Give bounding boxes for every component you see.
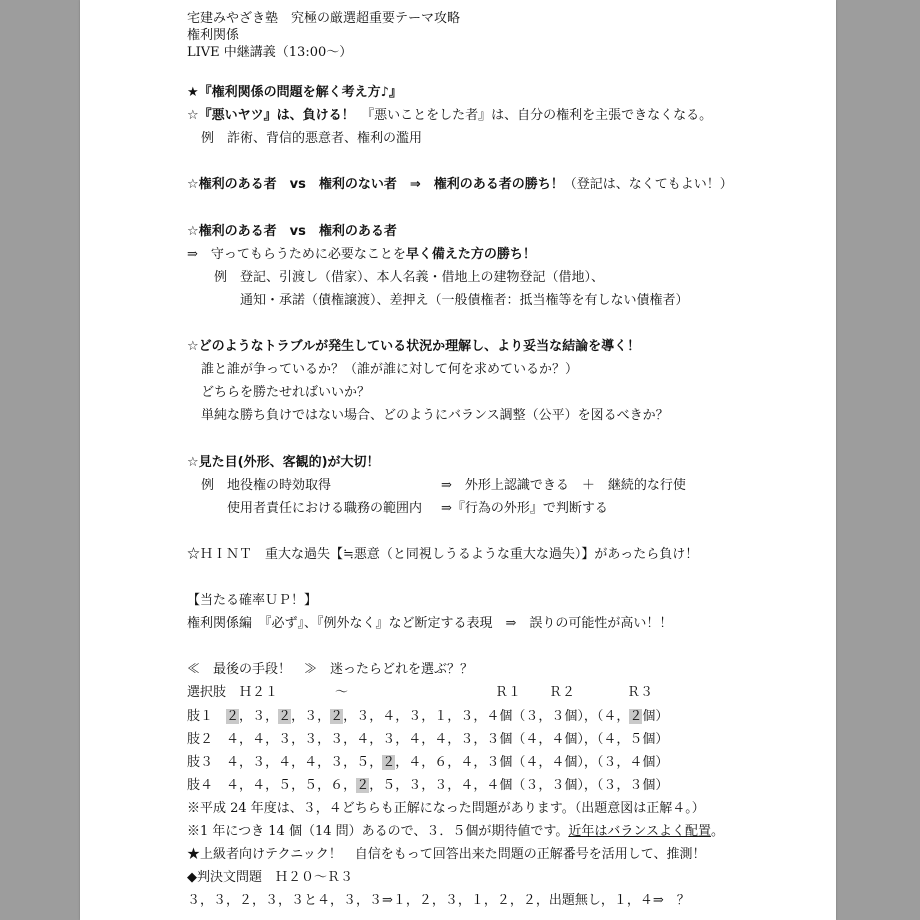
answer-cell: ３: [434, 777, 448, 793]
right-vs-none-note: （登記は、なくてもよい！）: [563, 177, 733, 193]
answer-cell: ２: [330, 708, 344, 724]
answer-cell: ４: [460, 777, 474, 793]
answer-cell: ４: [356, 731, 370, 747]
right-vs-right-rule: [187, 243, 827, 266]
note-judgment-title: ◆判決文問題 Ｈ２０～Ｒ３: [187, 870, 353, 886]
answer-summary: （４，: [596, 708, 630, 724]
bad-guy-text: 『悪いことをした者』は、自分の権利を主張できなくなる。: [354, 108, 713, 124]
answer-cell: １: [434, 708, 448, 724]
answer-row: 肢２ ４，４，３，３，３，４，３，４，４，３，３個（４，４個），（４，５個）: [187, 731, 669, 747]
answer-row-label: 肢４: [187, 777, 214, 793]
trouble-question-1: 誰と誰が争っているか？（誰が誰に対して何を求めているか？）: [201, 362, 579, 378]
answer-cell: ５: [278, 777, 292, 793]
answer-cell: ３: [330, 731, 344, 747]
section-right-vs-none: [187, 173, 827, 196]
appearance-row-2-right: ⇒『行為の外形』で判断する: [441, 500, 608, 516]
right-vs-right-example-1: 例 登記、引渡し（借家）、本人名義・借地上の建物登記（借地）、: [214, 269, 605, 285]
section-thinking-title: ★『権利関係の問題を解く考え方♪』: [187, 85, 402, 100]
answer-summary: （３，３個）: [512, 708, 584, 724]
answer-header-r3: Ｒ３: [627, 685, 654, 701]
answer-cell: ４: [408, 731, 422, 747]
answer-cell: ３: [304, 708, 318, 724]
answer-cell: ３: [460, 731, 474, 747]
answer-summary: （４，４個）: [512, 731, 584, 747]
header-subject: 権利関係: [187, 28, 240, 43]
answer-summary: （３，: [596, 754, 630, 770]
answer-row: 肢４ ４，４，５，５，６，２，５，３，３，４，４個（３，３個），（３，３個）: [187, 777, 669, 793]
answer-cell: ５: [382, 777, 396, 793]
answer-cell: ４: [252, 777, 266, 793]
answer-summary: ４個: [486, 777, 513, 793]
answer-summary: ５: [629, 731, 643, 747]
answer-cell: ２: [382, 754, 396, 770]
answer-summary: 個）: [642, 731, 669, 747]
document-content: [187, 10, 827, 912]
document-header: [187, 10, 827, 61]
right-vs-right-rule-text: ⇒ 守ってもらうために必要なことを: [187, 246, 406, 262]
answer-cell: ４: [382, 708, 396, 724]
answer-cell: ４: [408, 754, 422, 770]
appearance-row-2: [187, 497, 827, 520]
probability-title: 【当たる確率ＵＰ！】: [187, 593, 318, 609]
answer-row-label: 肢３: [187, 754, 214, 770]
bad-guy-example: 例 詐術、背信的悪意者、権利の濫用: [201, 131, 423, 147]
note-expectation-end: 。: [710, 824, 724, 839]
appearance-row-1-right: ⇒ 外形上認識できる ＋ 継続的な行使: [441, 477, 686, 493]
answer-summary: ３個: [486, 731, 513, 747]
note-expectation-text: ※1 年につき 14 個（14 問）あるので、３．５個が期待値です。: [187, 824, 569, 839]
answer-cell: ４: [434, 731, 448, 747]
answer-header-label: 選択肢 Ｈ２１: [187, 685, 279, 701]
header-live-info: LIVE 中継講義（13:00～）: [187, 45, 353, 60]
hint-line: ☆ＨＩＮＴ 重大な過失【≒悪意（と同視しうるような重大な過失）】があったら負け！: [187, 546, 699, 562]
answer-summary: ３: [629, 777, 643, 793]
answer-row: 肢３ ４，３，４，４，３，５，２，４，６，４，３個（４，４個），（３，４個）: [187, 754, 669, 770]
answer-cell: ３: [408, 777, 422, 793]
document-page: [80, 0, 836, 920]
note-expectation: [187, 820, 827, 843]
answer-table-header: [187, 681, 827, 704]
answer-cell: ５: [304, 777, 318, 793]
section-bad-guy-line: [187, 104, 827, 127]
answer-summary: ４個: [486, 708, 513, 724]
answer-header-r2: Ｒ２: [549, 685, 576, 701]
answer-row-label: 肢１: [187, 708, 214, 724]
probability-line: 権利関係編 『必ず』、『例外なく』など断定する表現 ⇒ 誤りの可能性が高い！！: [187, 616, 673, 632]
note-h24: ※平成 24 年度は、３，４どちらも正解になった問題があります。（出題意図は正解４。）: [187, 800, 705, 816]
answer-summary: 個）: [642, 754, 669, 770]
answer-cell: ５: [356, 754, 370, 770]
answer-summary: 個）: [642, 777, 669, 793]
answer-summary: ３個: [486, 754, 513, 770]
note-expectation-underlined: 近年はバランスよく配置: [568, 824, 711, 839]
answer-summary: 個）: [642, 708, 669, 724]
last-resort-title: ≪ 最後の手段！ ≫ 迷ったらどれを選ぶ？？: [187, 662, 474, 678]
answer-cell: ３: [278, 731, 292, 747]
right-vs-none-heading: ☆権利のある者 vs 権利のない者 ⇒ 権利のある者の勝ち！: [187, 177, 564, 193]
answer-row-label: 肢２: [187, 731, 214, 747]
answer-header-tilde: ～: [335, 685, 349, 701]
answer-cell: ４: [226, 754, 240, 770]
answer-cell: ６: [330, 777, 344, 793]
appearance-row-1-left: 例 地役権の時効取得: [201, 477, 332, 493]
answer-summary: ２: [629, 708, 643, 724]
answer-cell: ３: [304, 731, 318, 747]
appearance-row-1: [187, 474, 827, 497]
trouble-question-3: 単純な勝ち負けではない場合、どのようにバランス調整（公平）を図るべきか？: [201, 408, 669, 424]
answer-cell: ３: [356, 708, 370, 724]
answer-cell: ３: [252, 708, 266, 724]
answer-cell: ２: [226, 708, 240, 724]
answer-row: 肢１ ２，３，２，３，２，３，４，３，１，３，４個（３，３個），（４，２個）: [187, 708, 669, 724]
answer-header-r1: Ｒ１: [495, 685, 522, 701]
answer-table: [187, 705, 827, 797]
section-right-vs-right-title: ☆権利のある者 vs 権利のある者: [187, 223, 397, 239]
header-title: 宅建みやざき塾 究極の厳選超重要テーマ攻略: [187, 11, 461, 26]
bad-guy-heading: ☆『悪いヤツ』は、負ける！: [187, 108, 355, 124]
answer-cell: ４: [278, 754, 292, 770]
answer-cell: ４: [226, 777, 240, 793]
answer-cell: ２: [278, 708, 292, 724]
answer-summary: （４，４個）: [512, 754, 584, 770]
answer-cell: ４: [252, 731, 266, 747]
note-advanced-technique: ★上級者向けテクニック！ 自信をもって回答出来た問題の正解番号を活用して、推測！: [187, 847, 706, 863]
answer-summary: （３，: [596, 777, 630, 793]
trouble-question-2: どちらを勝たせればいいか？: [201, 385, 371, 401]
right-vs-right-example-2: 通知・承諾（債権譲渡）、差押え（一般債権者：抵当権等を有しない債権者）: [240, 292, 689, 308]
answer-cell: ３: [460, 708, 474, 724]
answer-cell: ６: [434, 754, 448, 770]
appearance-row-2-left: 使用者責任における職務の範囲内: [227, 500, 423, 516]
note-judgment-sequence: ３，３，２，３，３と４，３，３⇒１，２，３，１，２，２，出題無し，１，４⇒ ？: [187, 893, 690, 909]
right-vs-right-rule-bold: 早く備えた方の勝ち！: [405, 246, 536, 262]
answer-cell: ４: [460, 754, 474, 770]
section-appearance-title: ☆見た目(外形、客観的)が大切！: [187, 454, 380, 470]
answer-cell: ３: [408, 708, 422, 724]
section-trouble-title: ☆どのようなトラブルが発生している状況か理解し、より妥当な結論を導く！: [187, 339, 641, 355]
answer-cell: ４: [226, 731, 240, 747]
answer-cell: ３: [252, 754, 266, 770]
answer-summary: （４，: [596, 731, 630, 747]
answer-summary: （３，３個）: [512, 777, 584, 793]
answer-cell: ３: [382, 731, 396, 747]
answer-cell: ３: [330, 754, 344, 770]
answer-summary: ４: [629, 754, 643, 770]
answer-cell: ４: [304, 754, 318, 770]
answer-cell: ２: [356, 777, 370, 793]
